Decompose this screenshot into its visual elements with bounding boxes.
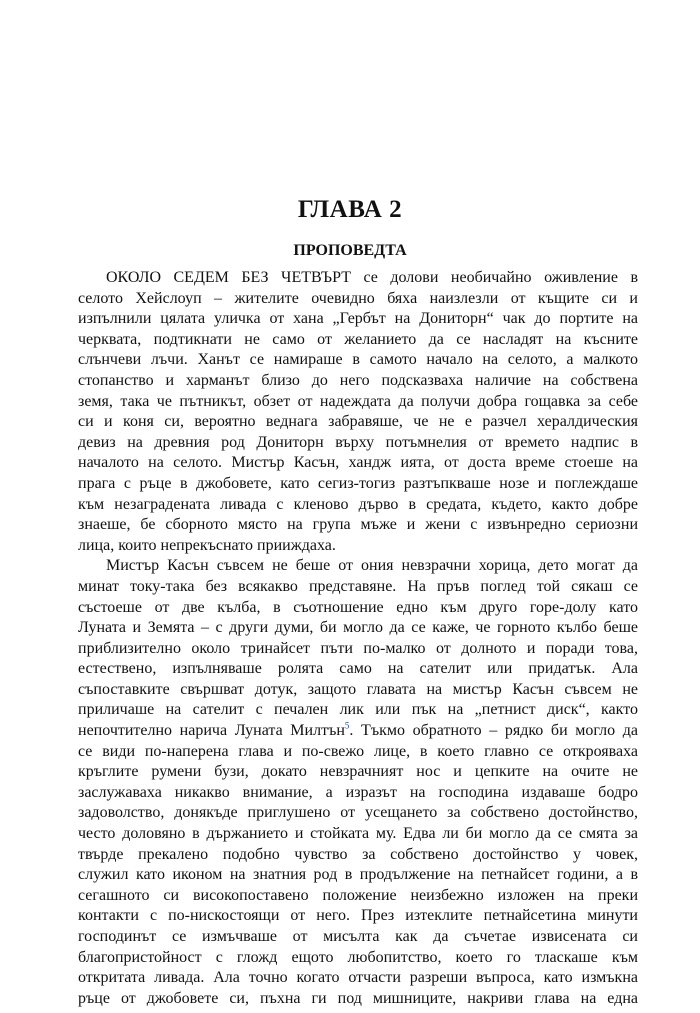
body-text xyxy=(78,268,638,1009)
text-line: приличаше на сателит с печален лик или пък на „петнист диск“, както xyxy=(78,701,638,719)
chapter-subtitle: ПРОПОВЕДТА xyxy=(293,242,407,259)
text-line: ръце от джобовете си, пъхна ги под мишниците, накриви глава на една xyxy=(78,989,638,1007)
text-line: селото Хейслоуп – жителите очевидно бяха наизлезли от къщите си и xyxy=(78,289,638,307)
text-line: черквата, подтикнати не само от желанието да се насладят на късните xyxy=(78,330,638,348)
text-line: благопристойност с гложд ещото любопитство, което го тласкаше към xyxy=(78,948,638,966)
text-line: към незаградената ливада с кленово дърво в средата, където, както добре xyxy=(78,495,638,513)
text-line: естествено, изпълняваше ролята само на сателит или придатък. Ала xyxy=(78,660,638,678)
text-line: господинът се измъчваше от мисълта как да съчетае извисената си xyxy=(78,928,638,945)
text-line: служил като иконом на знатния род в продължение на петнайсет години, а в xyxy=(78,866,638,884)
text-line: девиз на древния род Дониторн върху потъмнелия от времето надпис в xyxy=(78,433,638,451)
text-line: състоеше от две кълба, в съотношение едно към друго горе-долу като xyxy=(78,598,638,616)
text-line: ОКОЛО СЕДЕМ БЕЗ ЧЕТВЪРТ се долови необичайно оживление в xyxy=(106,269,638,286)
text-line: кръглите румени бузи, докато невзрачният нос и цепките на очите не xyxy=(78,763,638,781)
text-line: твърде прекалено подобно чувство за собствено достойнство у човек, xyxy=(78,845,638,863)
text-fragment: . Тъкмо обратното – рядко би могло да xyxy=(349,722,638,740)
text-line: контакти с по-нискостоящи от него. През изтеклите петнайсетина минути xyxy=(78,907,638,925)
text-line: знаеше, бе сборното място на група мъже и жени с извънредно сериозни xyxy=(78,516,638,534)
text-line: началото на селото. Мистър Касън, хандж ията, от доста време стоеше на xyxy=(78,454,638,472)
text-line: задоволство, донякъде приглушено от усещането за собствено достойнство, xyxy=(78,804,638,822)
text-line: прага с ръце в джобовете, като сегиз-тогиз разтъпкваше нозе и поглеждаше xyxy=(78,474,638,492)
text-line: лица, които непрекъснато прииждаха. xyxy=(78,536,336,554)
chapter-title: ГЛАВА 2 xyxy=(297,196,403,223)
text-line xyxy=(78,721,638,742)
text-line: приблизително около тринайсет пъти по-малко от долното и поради това, xyxy=(78,639,638,657)
text-line: изпълнили цялата уличка от хана „Гербът на Дониторн“ чак до портите на xyxy=(78,310,638,328)
text-fragment: непочтително нарича Луната Милтън xyxy=(78,722,345,740)
text-line: минат току-така без всякакво представяне. На пръв поглед той сякаш се xyxy=(78,577,638,595)
text-line: често доловяно в държанието и стойката му. Едва ли би могло да се смята за xyxy=(78,825,638,843)
text-line: слънчеви лъчи. Ханът се намираше в самото начало на селото, а малкото xyxy=(78,351,638,369)
text-line: се види по-наперена глава и по-свежо лице, в което главно се открояваха xyxy=(78,742,638,760)
text-line: откритата ливада. Ала точно когато отчасти разреши въпроса, като измъкна xyxy=(78,969,638,987)
text-line: Мистър Касън съвсем не беше от ония невзрачни хорица, дето могат да xyxy=(106,557,638,575)
text-line: сегашното си високопоставено положение неизбежно изложен на преки xyxy=(78,886,638,904)
text-line: земя, така че пътникът, обзет от надеждата да получи добра гощавка за себе xyxy=(78,392,638,410)
text-line: заслужаваха никакво внимание, а изразът на господина издаваше бодро xyxy=(78,783,638,801)
text-line: си и коня си, вероятно веднага забравяше, че не е разчел хералдическия xyxy=(78,413,638,431)
text-line: съпоставките свършват дотук, защото главата на мистър Касън съвсем не xyxy=(78,680,638,698)
text-line: стопанство и харманът близо до него подсказваха наличие на собствена xyxy=(78,371,638,389)
text-line: Луната и Земята – с други думи, би могло да се каже, че горното кълбо беше xyxy=(78,619,638,637)
footnote-link[interactable]: 5 xyxy=(344,720,350,731)
